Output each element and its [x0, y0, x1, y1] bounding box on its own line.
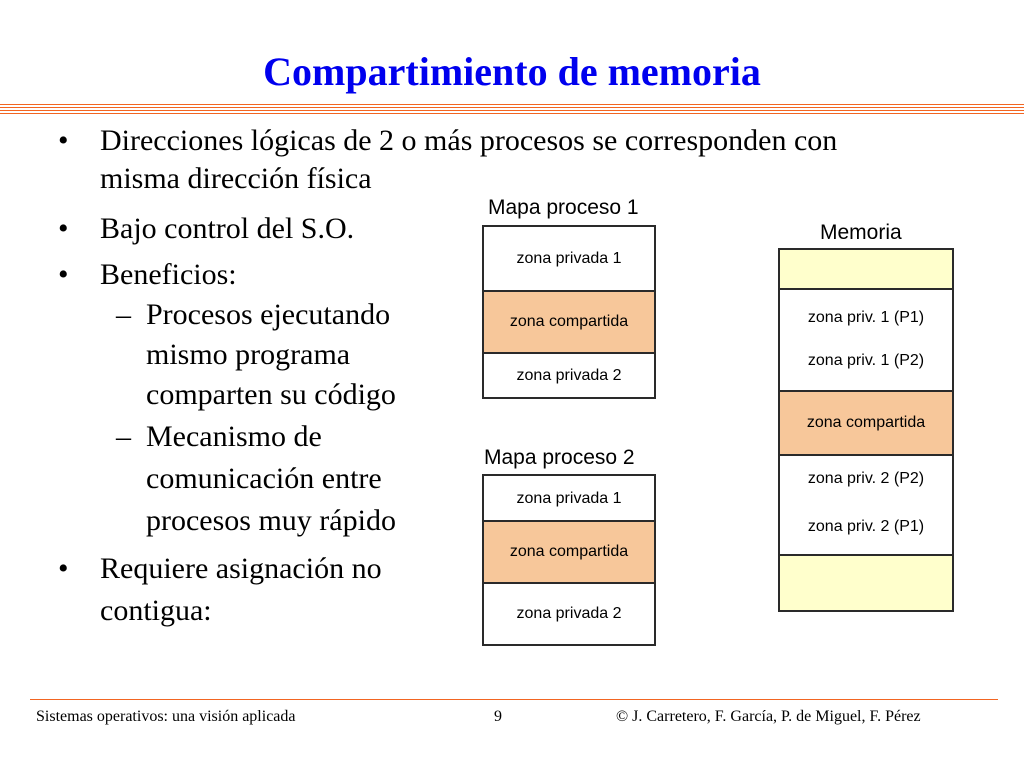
map2-private-zone-2: zona privada 2 [516, 605, 622, 622]
sub-bullet-1-line-1: Procesos ejecutando [146, 298, 391, 331]
bullet-marker: • [58, 212, 69, 245]
map2-private-zone-1: zona privada 1 [516, 490, 622, 507]
bullet-marker: • [58, 124, 69, 157]
footer-page-number: 9 [494, 708, 502, 725]
bullet-4-line-2: contigua: [100, 594, 212, 627]
bullet-1-line-2: misma dirección física [100, 162, 372, 195]
map1-private-zone-1: zona privada 1 [516, 249, 622, 267]
footer-authors: © J. Carretero, F. García, P. de Miguel, F. Pérez [616, 708, 921, 725]
bullet-1-line-1: Direcciones lógicas de 2 o más procesos se corresponden con [100, 124, 838, 157]
footer-divider [30, 699, 998, 700]
memory-shared-zone: zona compartida [780, 390, 952, 456]
map1-label: Mapa proceso 1 [488, 196, 639, 219]
map1-private-zone-2: zona privada 2 [516, 366, 622, 384]
bullet-2-text: Bajo control del S.O. [100, 212, 355, 245]
memory-free-bottom [780, 554, 952, 610]
sub-bullet-1-line-2: mismo programa [146, 338, 351, 371]
sub-bullet-1-line-3: comparten su código [146, 378, 396, 411]
memory-diagram [778, 248, 954, 612]
bullet-marker: • [58, 258, 69, 291]
map2-label: Mapa proceso 2 [484, 446, 635, 469]
map1-shared-zone: zona compartida [484, 290, 654, 354]
memory-zone-priv2-p2: zona priv. 2 (P2) [807, 470, 925, 487]
map2-diagram [482, 474, 656, 646]
memory-zone-priv2-p1: zona priv. 2 (P1) [807, 518, 925, 535]
map2-shared-zone: zona compartida [484, 520, 654, 584]
sub-bullet-2-line-3: procesos muy rápido [146, 504, 396, 537]
memory-zone-priv1-p2: zona priv. 1 (P2) [807, 352, 925, 369]
memory-free-top [780, 250, 952, 288]
bullet-4-line-1: Requiere asignación no [100, 552, 382, 585]
sub-bullet-2-line-2: comunicación entre [146, 462, 382, 495]
bullet-3-text: Beneficios: [100, 258, 237, 291]
memory-label: Memoria [820, 221, 902, 244]
dash-marker: – [116, 298, 131, 331]
bullet-marker: • [58, 552, 69, 585]
memory-zone-priv1-p1: zona priv. 1 (P1) [780, 288, 952, 346]
title-divider [0, 104, 1024, 116]
sub-bullet-2-line-1: Mecanismo de [146, 420, 322, 453]
dash-marker: – [116, 420, 131, 453]
footer-book-title: Sistemas operativos: una visión aplicada [36, 708, 296, 725]
map1-diagram [482, 225, 656, 399]
slide-title: Compartimiento de memoria [263, 49, 761, 94]
